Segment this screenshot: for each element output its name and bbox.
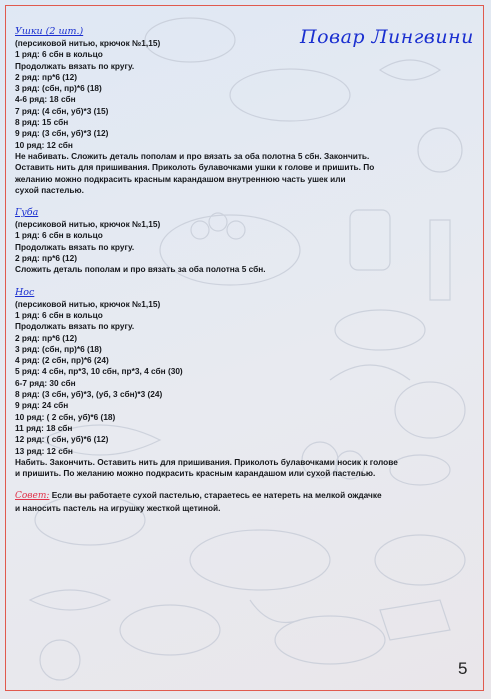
pattern-line: Не набивать. Сложить деталь пополам и про вязать за оба полотна 5 сбн. Закончить. [15,150,370,161]
pattern-line: Сложить деталь пополам и про вязать за оба полотна 5 сбн. [15,264,266,275]
advice-line [15,490,475,502]
spacer [15,196,475,207]
pattern-line: 1 ряд: 6 сбн в кольцо [15,230,103,241]
pattern-line: 10 ряд: 12 сбн [15,139,73,150]
pattern-line: 4-6 ряд: 18 сбн [15,94,76,105]
pattern-line: 9 ряд: 24 сбн [15,400,69,411]
advice-text: Если вы работаете сухой пастелью, стараетесь ее натереть на мелкой ождачке [51,490,382,501]
pattern-line: 8 ряд: (3 сбн, уб)*3, (уб, 3 сбн)*3 (24) [15,389,163,400]
pattern-line: (персиковой нитью, крючок №1,15) [15,219,161,230]
pattern-line: 2 ряд: пр*6 (12) [15,253,78,264]
pattern-line: (персиковой нитью, крючок №1,15) [15,38,161,48]
pattern-line: Продолжать вязать по кругу. [15,321,135,332]
section-heading: Губа [15,207,39,219]
pattern-line: Продолжать вязать по кругу. [15,241,135,252]
section-ears [15,26,475,196]
pattern-line: сухой пастелью. [15,184,84,195]
pattern-line: Набить. Закончить. Оставить нить для пришивания. Приколоть булавочками носик к голове [15,456,398,467]
pattern-line: 4 ряд: (2 сбн, пр)*6 (24) [15,355,109,366]
pattern-line: желанию можно подкрасить красным карандашом внутреннюю часть ушек или [15,173,346,184]
pattern-line: и пришить. По желанию можно подкрасить красным карандашом или сухой пастелью. [15,468,376,479]
pattern-line: 1 ряд: 6 сбн в кольцо [15,309,103,320]
pattern-line: 7 ряд: (4 сбн, уб)*3 (15) [15,105,109,116]
pattern-line: 8 ряд: 15 сбн [15,117,69,128]
pattern-line: 6-7 ряд: 30 сбн [15,377,76,388]
page-title: Повар Лингвини [300,26,474,48]
advice-block [15,490,475,514]
pattern-line: 12 ряд: ( сбн, уб)*6 (12) [15,434,109,445]
pattern-line: 13 ряд: 12 сбн [15,445,73,456]
section-nose [15,287,475,480]
section-lip [15,207,475,275]
pattern-line: 11 ряд: 18 сбн [15,422,73,433]
pattern-line: 3 ряд: (сбн, пр)*6 (18) [15,83,102,94]
pattern-line: 1 ряд: 6 сбн в кольцо [15,49,103,60]
pattern-line: Оставить нить для пришивания. Приколоть булавочками ушки к голове и пришить. По [15,162,375,173]
spacer [15,479,475,490]
pattern-content [15,26,475,514]
pattern-line: (персиковой нитью, крючок №1,15) [15,298,161,309]
pattern-line: 2 ряд: пр*6 (12) [15,332,78,343]
advice-label: Совет: [15,491,50,502]
pattern-line: 3 ряд: (сбн, пр)*6 (18) [15,343,102,354]
spacer [15,276,475,287]
page-number: 5 [458,659,468,678]
pattern-line: Продолжать вязать по кругу. [15,60,135,71]
pattern-line: 5 ряд: 4 сбн, пр*3, 10 сбн, пр*3, 4 сбн (30) [15,366,183,377]
advice-line: и наносить пастель на игрушку жесткой щетиной. [15,502,221,513]
section-heading: Нос [15,286,35,298]
pattern-line: 2 ряд: пр*6 (12) [15,71,78,82]
pattern-line: 9 ряд: (3 сбн, уб)*3 (12) [15,128,109,139]
pattern-line: 10 ряд: ( 2 сбн, уб)*6 (18) [15,411,116,422]
section-heading: Ушки (2 шт.) [15,26,84,37]
